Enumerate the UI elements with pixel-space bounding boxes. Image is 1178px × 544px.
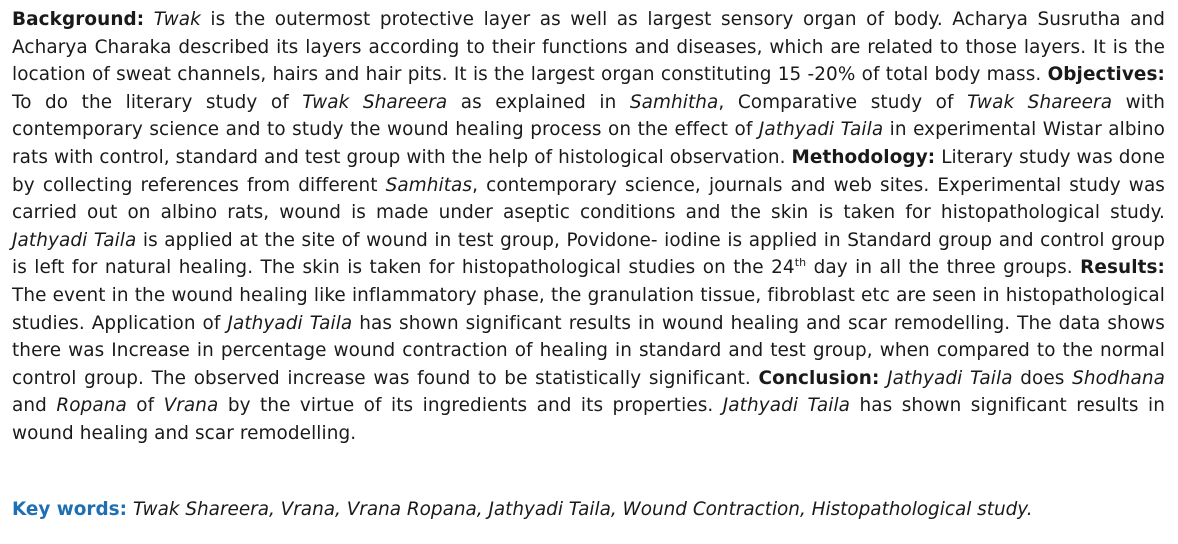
methodology-text: is applied at the site of wound in test group, Povidone- iodine is applied in Standard group and control group is left for natural healing. The skin is taken for histopathological studies on the 24	[12, 229, 1165, 279]
methodology-term: Samhitas	[385, 174, 473, 196]
background-heading: Background:	[12, 9, 145, 30]
objectives-term: Jathyadi Taila	[758, 119, 884, 141]
results-term: Jathyadi Taila	[227, 312, 353, 334]
objectives-text: with contemporary science and to study the wound healing process on the effect of	[12, 91, 1165, 141]
conclusion-heading: Conclusion:	[758, 367, 880, 389]
conclusion-text: does	[1012, 367, 1073, 389]
abstract-paragraph	[12, 6, 1165, 448]
results-text: The event in the wound healing like inflammatory phase, the granulation tissue, fibroblast etc are seen in histopathological studies. Application of	[12, 284, 1165, 334]
objectives-text: To do the literary study of	[12, 91, 303, 113]
objectives-heading: Objectives:	[1047, 64, 1165, 86]
ordinal-superscript: th	[794, 256, 807, 270]
background-term-twak: Twak	[153, 9, 201, 30]
objectives-term: Samhitha	[629, 91, 719, 113]
objectives-text: in experimental Wistar albino rats with control, standard and test group with the help of histological observation.	[12, 119, 1165, 168]
keywords-line	[12, 496, 1033, 524]
background-text: is the outermost protective layer as well as largest sensory organ of body. Acharya Susrutha and Acharya Charaka described its layers according to their functions and diseases, which are related to those layers. It is the location of sweat channels, hairs and hair pits. It is the largest organ constituting 15 -20% of total body mass.	[12, 9, 1165, 86]
results-heading: Results:	[1080, 257, 1165, 279]
conclusion-text: has shown significant results in wound healing and scar remodelling.	[12, 395, 1165, 444]
conclusion-term: Ropana	[56, 395, 127, 417]
objectives-text: as explained in	[447, 91, 630, 113]
keywords-label: Key words:	[12, 499, 127, 520]
methodology-text: Literary study was done by collecting references from different	[12, 146, 1165, 196]
conclusion-text: by the virtue of its ingredients and its properties.	[218, 395, 723, 417]
conclusion-term: Jathyadi Taila	[887, 367, 1013, 389]
conclusion-term: Shodhana	[1072, 367, 1165, 389]
conclusion-term: Vrana	[163, 395, 219, 417]
methodology-heading: Methodology:	[791, 146, 936, 168]
objectives-term: Twak Shareera	[302, 91, 448, 113]
results-text: has shown significant results in wound healing and scar remodelling. The data shows there was Increase in percentage wound contraction of healing in standard and test group, when compared to the normal control group. The observed increase was found to be statistically significant.	[12, 312, 1165, 389]
conclusion-text: of	[126, 395, 164, 417]
methodology-term: Jathyadi Taila	[12, 229, 137, 251]
conclusion-term: Jathyadi Taila	[722, 395, 851, 417]
conclusion-text: and	[12, 395, 57, 417]
methodology-text: day in all the three groups.	[806, 257, 1081, 279]
methodology-text: , contemporary science, journals and web sites. Experimental study was carried out on albino rats, wound is made under aseptic conditions and the skin is taken for histopathological study.	[12, 174, 1165, 224]
objectives-text: , Comparative study of	[718, 91, 968, 113]
keywords-text: Twak Shareera, Vrana, Vrana Ropana, Jathyadi Taila, Wound Contraction, Histopathological study.	[132, 499, 1033, 520]
objectives-term: Twak Shareera	[967, 91, 1113, 113]
